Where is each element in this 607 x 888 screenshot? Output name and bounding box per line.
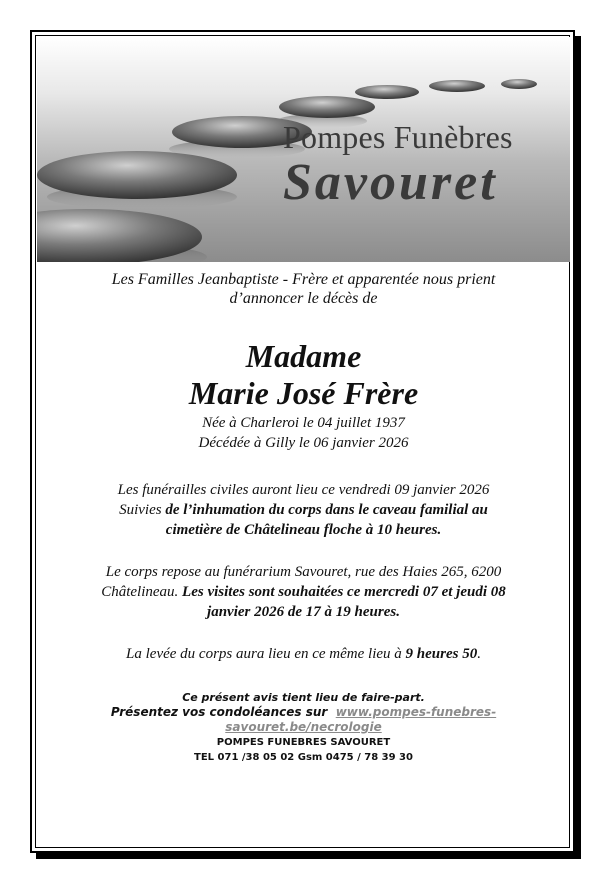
company-name: POMPES FUNEBRES SAVOURET [216,737,391,748]
repose-paragraph [61,562,546,622]
repose-line2-bold: Les visites sont souhaitées ce mercredi 07 et jeudi 08 [182,584,506,600]
header-banner [37,37,570,262]
announcement-body [37,262,570,765]
stone-5 [355,85,419,99]
footer-block [37,690,570,765]
faire-part-notice: Ce présent avis tient lieu de faire-part. [182,691,425,704]
funeral-line1: Les funérailles civiles auront lieu ce vendredi 09 janvier 2026 [117,482,490,498]
funeral-bold1: de l’inhumation du corps dans le caveau familial au [165,502,488,518]
intro-line2: d’annoncer le décès de [229,290,378,307]
levee-paragraph [61,644,546,664]
brand-name-line1: Pompes Funèbres [283,119,513,155]
condolences-prefix: Présentez vos condoléances sur [110,705,328,719]
obituary-frame [30,30,575,853]
stone-2 [37,151,237,199]
levee-end: . [477,646,481,662]
levee-time: 9 heures 50 [405,646,478,662]
intro-text [77,270,530,308]
repose-line1: Le corps repose au funérarium Savouret, rue des Haies 265, 6200 [105,564,502,580]
intro-line1: Les Familles Jeanbaptiste - Frère et apparentée nous prient [111,271,496,288]
necrologie-link[interactable]: www.pompes-funebres-savouret.be/necrologie [225,705,497,734]
stone-7 [501,79,537,89]
levee-plain: La levée du corps aura lieu en ce même lieu à [126,646,402,662]
brand-name-line2: Savouret [283,154,498,211]
funeral-suivies: Suivies [119,502,162,518]
repose-line3-bold: janvier 2026 de 17 à 19 heures. [207,604,400,620]
stone-4 [279,96,375,118]
funeral-bold2: cimetière de Châtelineau floche à 10 heures. [165,522,442,538]
funeral-paragraph [61,480,546,540]
repose-line2-plain: Châtelineau. [101,584,179,600]
company-phones: TEL 071 /38 05 02 Gsm 0475 / 78 39 30 [194,752,413,763]
birth-info: Née à Charleroi le 04 juillet 1937 [202,415,405,431]
deceased-name: Marie José Frère [188,375,419,411]
deceased-honorific: Madame [245,338,362,374]
stone-6 [429,80,485,92]
death-info: Décédée à Gilly le 06 janvier 2026 [198,435,409,451]
